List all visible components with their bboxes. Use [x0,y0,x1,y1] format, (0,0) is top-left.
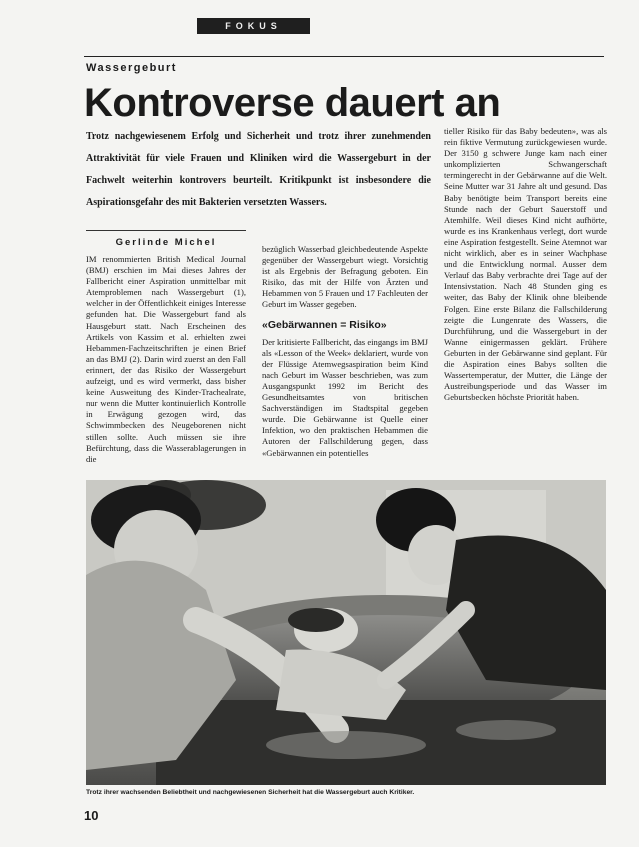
author-rule [86,230,246,231]
article-lead: Trotz nachgewiesenem Erfolg und Sicherheit und trotz ihrer zunehmenden Attraktivität für viele Frauen und Kliniken wird die Wassergeburt in der Fachwelt weiterhin kontrovers beurteilt. Kritikpunkt ist insbesondere die Aspirationsgefahr des mit Bakterien versetzten Wassers. [86,131,431,208]
photo-caption: Trotz ihrer wachsenden Beliebtheit und nachgewiesenen Sicherheit hat die Wassergeburt auch Kritiker. [86,789,415,796]
article-photo [86,480,606,785]
kicker: Wassergeburt [86,62,177,74]
body-paragraph: bezüglich Wasserbad gleichbedeutende Aspekte gegenüber der Wassergeburt wiegt. Vorsichtig ist als Ergebnis der Befragung geboten. Ein Risiko, das mit der Hilfe von Ärzten und Hebammen von 5 Frauen und 17 Fachleuten der Geburt im Wasser gegeben. [262,244,428,310]
section-label: FOKUS [197,18,310,34]
body-column-1 [86,254,246,470]
body-paragraph: IM renommierten British Medical Journal (BMJ) erschien im Mai dieses Jahres der Fallbericht einer Aspiration unmittelbar mit Atemproblemen nach Wassergeburt (1), welcher in der Öffentlichkeit einiges Interesse gefunden hat. Die Wassergeburt fand als Hausgeburt statt. Nach Erscheinen des Artikels von Kassim et al. erhielten zwei Hebammen-Fachzeitschriften je einen Brief an das BMJ (2). Darin wird zuerst an den Fall erinnert, der das Risiko der Wassergeburt aufzeigt, und es wird vermerkt, dass bisher keine Ausweitung des Kinder-Trachealrate, nur wenn die Mutter kontinuierlich Kontrolle in Erwägung gezogen wird, das Schwimmbecken des Neugeborenen nicht stillen sollte. Auch müssen sie ihre Befürchtung, dass die Wasserablagerungen in die [86,254,246,464]
body-paragraph: Der kritisierte Fallbericht, das eingangs im BMJ als «Lesson of the Week» deklariert, wurde von der Flüssige Atemwegsaspiration beim Kind nach Geburt im Wasser beschrieben, was zum Ausgangspunkt 1992 im Bericht des Gesundheitsamtes von britischen Sachverständigen im Stadtspital gegeben wurde. Die Gebärwanne ist Quelle einer Infektion, wo den praktischen Hebammen die Autoren der Fallschilderung gegen, dass «Gebärwannen ein potentielles [262,336,428,458]
body-paragraph: tieller Risiko für das Baby bedeuten», was als rein fiktive Vermutung zurückgewiesen wurde. Der 3150 g schwere Junge kam nach einer unkomplizierten Schwangerschaft termingerecht in der Gebärwanne auf die Welt. Seine Mutter war 31 Jahre alt und gesund. Das Baby benötigte beim Transport bereits eine Stunde nach der Geburt Sauerstoff und Atemhilfe. Weil dieses Kind nicht aufhörte, wurde es ins Krankenhaus verlegt, dort wurde eine Aspiration festgestellt. Seine Atemnot war nicht wirklich, aber es in seiner Wachphase und die Entwicklung normal. Ausser dem Verlauf das Baby verbrachte drei Tage auf der Intensivstation. Nach 48 Stunden ging es weiter, das Baby der Klinik ohne bleibende Folgen. Eine erste Bilanz die Fallschilderung zeigte die Lungenrate des Wassers, die Durchführung, und die Wassergeburt in der Wanne einigermassen geklärt. Frühere Geburten in der Gebärwanne sind geplant. Für die Aspiration eines Babys sollten die Wassertemperatur, der Mutter, die Länge der Austreibungsperiode und das Wasser im Geburtsbecken höchste Priorität haben. [444,126,607,403]
page-number: 10 [84,808,99,823]
subheading: «Gebärwannen = Risiko» [262,318,387,331]
water-birth-photo-illustration [86,480,606,785]
article-headline: Kontroverse dauert an [84,81,501,125]
body-column-3 [444,126,607,470]
kicker-rule [84,56,604,57]
author-block [86,230,246,252]
author-name: Gerlinde Michel [115,237,217,248]
body-column-2 [262,244,428,470]
